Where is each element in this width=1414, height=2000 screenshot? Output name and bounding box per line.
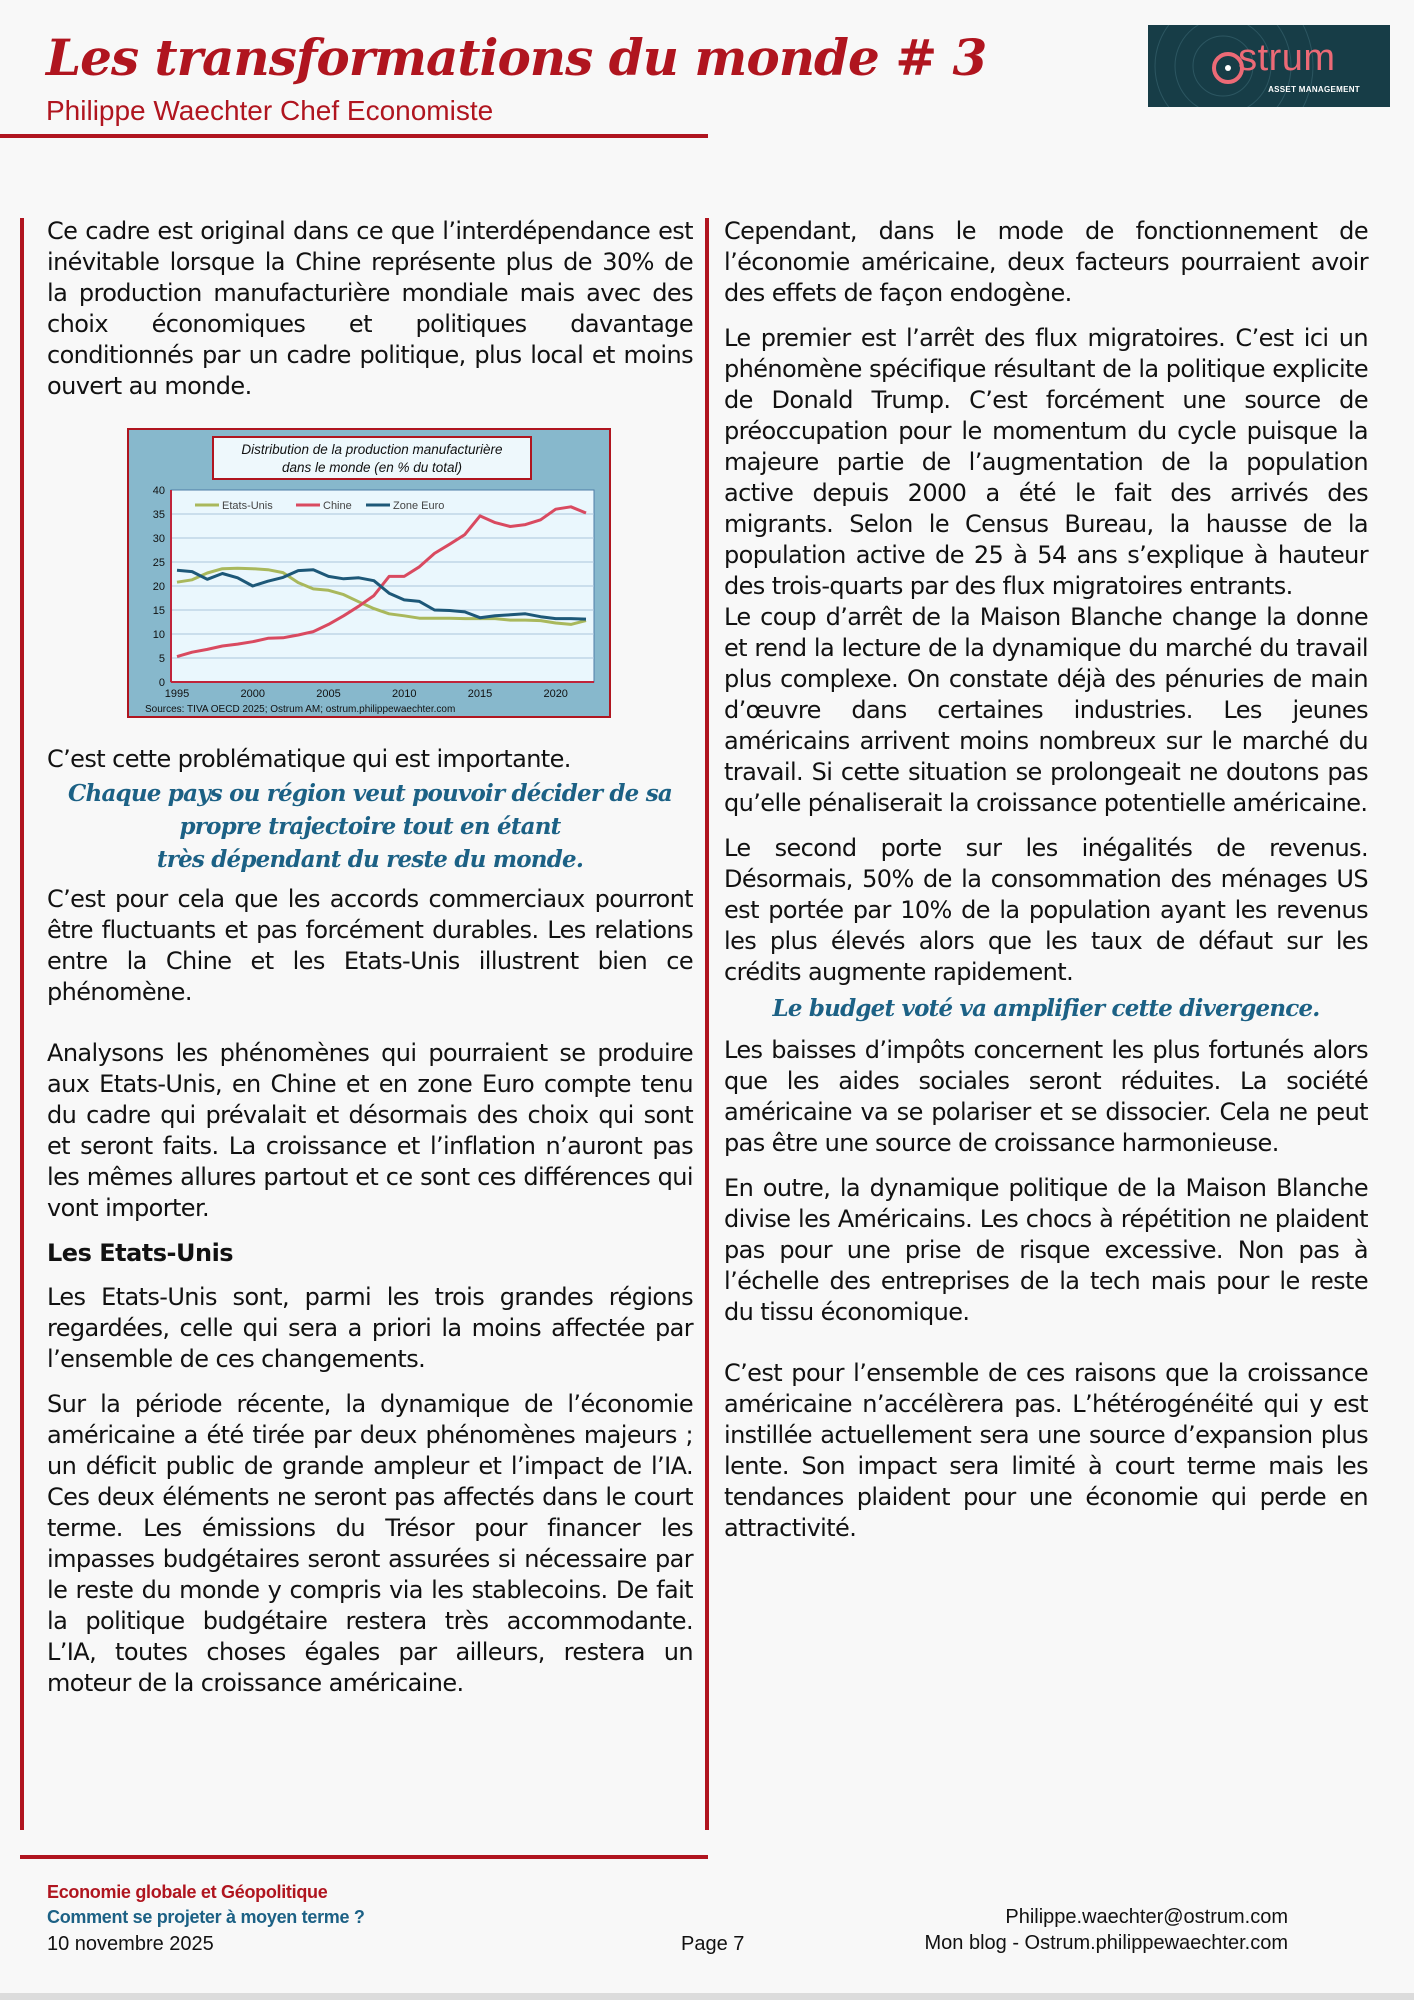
chart-title-line: Distribution de la production manufacturière	[241, 442, 503, 457]
paragraph: Sur la période récente, la dynamique de l’économie américaine a été tirée par deux phénomènes majeurs ; un déficit public de grande ampleur et l’impact de l’IA. Ces deux éléments ne seront pas affectés dans le court terme. Les émissions du Trésor pour financer les impasses budgétaires seront assurées si nécessaire par le reste du monde y compris via les stablecoins. De fait la politique budgétaire restera très accommodante. L’IA, toutes choses égales par ailleurs, restera un moteur de la croissance américaine.	[47, 1390, 693, 1697]
paragraph: Cependant, dans le mode de fonctionnement de l’économie américaine, deux facteurs pourraient avoir des effets de façon endogène.	[724, 217, 1368, 307]
footer-date: 10 novembre 2025	[47, 1933, 214, 1955]
column-divider	[705, 218, 709, 1830]
pull-quote-line: propre trajectoire tout en étant	[179, 813, 561, 840]
chart-source: Sources: TIVA OECD 2025; Ostrum AM; ostrum.philippewaechter.com	[145, 704, 456, 715]
x-tick-label: 2010	[391, 688, 417, 700]
y-tick-label: 5	[158, 653, 165, 665]
footer-topic: Economie globale et Géopolitique	[47, 1882, 328, 1902]
y-tick-label: 40	[152, 485, 165, 497]
y-tick-label: 15	[152, 605, 165, 617]
y-tick-label: 10	[152, 629, 165, 641]
pull-quote-line: Chaque pays ou région veut pouvoir décider de sa	[68, 780, 672, 807]
author-email[interactable]: Philippe.waechter@ostrum.com	[1005, 1906, 1288, 1928]
pull-quote: Le budget voté va amplifier cette divergence.	[772, 995, 1320, 1022]
x-tick-label: 2005	[316, 688, 341, 700]
x-tick-label: 2000	[240, 688, 265, 700]
y-tick-label: 25	[152, 557, 165, 569]
logo-tagline: ASSET MANAGEMENT	[1268, 85, 1360, 94]
page-number: Page 7	[681, 1933, 745, 1955]
paragraph: Le premier est l’arrêt des flux migratoires. C’est ici un phénomène spécifique résultant de la politique explicite de Donald Trump. C’est forcément une source de préoccupation pour le momentum du cycle puisque la majeure partie de l’augmentation de la population active depuis 2000 a été le fait des arrivés des migrants. Selon le Census Bureau, la hausse de la population active de 25 à 54 ans s’explique à hauteur des trois-quarts par des flux migratoires entrants.	[724, 324, 1368, 600]
y-tick-label: 20	[152, 581, 165, 593]
paragraph: Le coup d’arrêt de la Maison Blanche change la donne et rend la lecture de la dynamique du marché du travail plus complexe. On constate déjà des pénuries de main d’œuvre dans certaines industries. Les jeunes américains arrivent moins nombreux sur le marché du travail. Si cette situation se prolongeait ne doutons pas qu’elle pénaliserait la croissance potentielle américaine.	[724, 603, 1368, 817]
legend-label: Chine	[323, 500, 352, 512]
paragraph: Ce cadre est original dans ce que l’interdépendance est inévitable lorsque la Chine représente plus de 30% de la production manufacturière mondiale mais avec des choix économiques et politiques davantage conditionnés par un cadre politique, plus local et moins ouvert au monde.	[47, 217, 693, 400]
footer-divider	[20, 1855, 708, 1859]
x-tick-label: 2020	[543, 688, 568, 700]
left-column-rule	[20, 218, 24, 1830]
blog-link[interactable]: Mon blog - Ostrum.philippewaechter.com	[924, 1932, 1288, 1954]
logo-wordmark: strum	[1238, 37, 1336, 79]
footer-subtitle: Comment se projeter à moyen terme ?	[47, 1907, 365, 1927]
paragraph: En outre, la dynamique politique de la Maison Blanche divise les Américains. Les chocs à répétition ne plaident pas pour une prise de risque excessive. Non pas à l’échelle des entreprises de la tech mais pour le reste du tissu économique.	[724, 1174, 1368, 1326]
document-title: Les transformations du monde # 3	[46, 28, 987, 87]
paragraph: Les baisses d’impôts concernent les plus fortunés alors que les aides sociales seront réduites. La société américaine va se polariser et se dissocier. Cela ne peut pas être une source de croissance harmonieuse.	[724, 1036, 1368, 1157]
paragraph: C’est pour l’ensemble de ces raisons que la croissance américaine n’accélèrera pas. L’hétérogénéité qui y est instillée actuellement sera une source d’expansion plus lente. Son impact sera limité à court terme mais les tendances plaident pour une économie qui perde en attractivité.	[724, 1359, 1368, 1542]
left-column	[47, 216, 693, 1713]
paragraph: Analysons les phénomènes qui pourraient se produire aux Etats-Unis, en Chine et en zone Euro compte tenu du cadre qui prévalait et désormais des choix qui sont et seront faits. La croissance et l’inflation n’auront pas les mêmes allures partout et ce sont ces différences qui vont importer.	[47, 1039, 693, 1222]
x-tick-label: 2015	[467, 688, 493, 700]
manufacturing-share-chart	[127, 428, 611, 718]
paragraph: C’est cette problématique qui est importante.	[47, 745, 571, 773]
chart-svg	[129, 430, 613, 720]
page-bottom-edge	[0, 1993, 1414, 2000]
y-tick-label: 35	[152, 509, 165, 521]
right-column	[724, 216, 1368, 1558]
y-tick-label: 30	[152, 533, 165, 545]
chart-title-line: dans le monde (en % du total)	[281, 460, 463, 475]
x-tick-label: 1995	[164, 688, 190, 700]
header-divider	[0, 134, 708, 138]
y-tick-label: 0	[158, 677, 165, 689]
pull-quote-line: très dépendant du reste du monde.	[156, 846, 584, 873]
legend-label: Zone Euro	[393, 500, 445, 512]
section-heading: Les Etats-Unis	[47, 1239, 234, 1267]
paragraph: Les Etats-Unis sont, parmi les trois grandes régions regardées, celle qui sera a priori la moins affectée par l’ensemble de ces changements.	[47, 1283, 693, 1373]
author-subtitle: Philippe Waechter Chef Economiste	[46, 95, 494, 126]
pull-quote	[47, 777, 693, 876]
legend-label: Etats-Unis	[222, 500, 273, 512]
paragraph: C’est pour cela que les accords commerciaux pourront être fluctuants et pas forcément durables. Les relations entre la Chine et les Etats-Unis illustrent bien ce phénomène.	[47, 885, 693, 1006]
ostrum-logo	[1148, 25, 1390, 107]
paragraph: Le second porte sur les inégalités de revenus. Désormais, 50% de la consommation des ménages US est portée par 10% de la population ayant les revenus les plus élevés alors que les taux de défaut sur les crédits augmente rapidement.	[724, 834, 1368, 986]
